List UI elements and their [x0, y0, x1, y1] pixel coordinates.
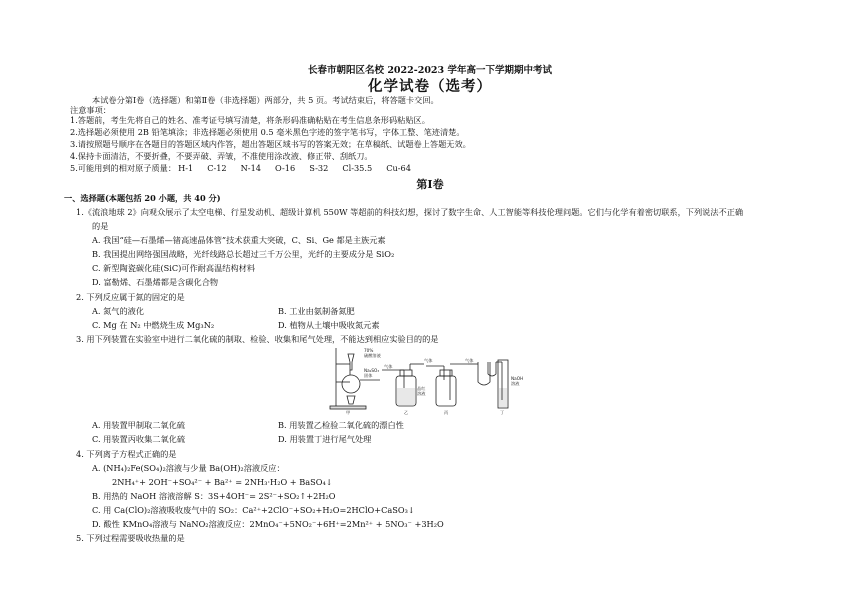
q1-option-c: C. 新型陶瓷碳化硅(SiC)可作耐高温结构材料 — [92, 263, 256, 273]
q2-option-d: D. 植物从土壤中吸收氮元素 — [278, 320, 380, 330]
intro-text: 本试卷分第Ⅰ卷（选择题）和第Ⅱ卷（非选择题）两部分，共 5 页。考试结束后，将答题卡交回。 — [92, 95, 439, 105]
mass-item: N-14 — [240, 163, 261, 173]
label-bing: 丙 — [444, 410, 449, 415]
label-ding: 丁 — [500, 410, 505, 415]
q3-stem: 3. 用下列装置在实验室中进行二氧化硫的制取、检验、收集和尾气处理，不能达到相应实验目的的是 — [76, 334, 439, 344]
acid-label — [364, 348, 382, 359]
q1-stem: 1.《流浪地球 2》向观众展示了太空电梯、行星发动机、超级计算机 550W 等超前的科技幻想，探讨了数字生命、人工智能等科技伦理问题。它们与化学有着密切联系，下列说法不正确 — [76, 207, 744, 217]
note-item: 1.答题前，考生先将自己的姓名、准考证号填写清楚，将条形码准确粘贴在考生信息条形码粘贴区。 — [70, 115, 430, 125]
acid-label-line: 硫酸溶液 — [364, 353, 381, 358]
school-line: 长春市朝阳区名校 2022-2023 学年高一下学期期中考试 — [308, 65, 552, 76]
mass-item: H-1 — [178, 163, 194, 173]
gas-in-label-3 — [465, 357, 474, 364]
salt-label-line: 固体 — [364, 373, 373, 378]
q3-option-b: B. 用装置乙检验二氧化硫的漂白性 — [278, 420, 404, 430]
note-item: 2.选择题必须使用 2B 铅笔填涂；非选择题必须使用 0.5 毫米黑色字迹的签字笔书写，字体工整、笔迹清楚。 — [70, 127, 465, 137]
q2-option-b: B. 工业由氨制备氮肥 — [278, 306, 355, 316]
red-solution-label-line: 品红 — [417, 386, 426, 391]
q2-option-c: C. Mg 在 N₂ 中燃烧生成 Mg₃N₂ — [92, 320, 215, 330]
q4-option-a-equation: 2NH₄⁺+ 2OH⁻+SO₄²⁻ + Ba²⁺ = 2NH₃·H₂O + BaSO₄↓ — [112, 477, 333, 487]
apparatus-figure — [328, 344, 528, 416]
naoh-label — [511, 376, 523, 387]
mass-item: Cl-35.5 — [342, 163, 373, 173]
gas-in-label-1 — [384, 363, 393, 370]
q1-option-d: D. 富勒烯、石墨烯都是含碳化合物 — [92, 277, 219, 287]
q1-option-b: B. 我国提出网络强国战略，光纤线路总长超过三千万公里，光纤的主要成分是 SiO₂ — [92, 249, 395, 259]
q4-option-a: A. (NH₄)₂Fe(SO₄)₂溶液与少量 Ba(OH)₂溶液反应： — [92, 463, 285, 473]
gas-in-label-3-line: 气体 — [465, 358, 474, 363]
mass-item: Cu-64 — [386, 163, 411, 173]
note-item: 4.保持卡面清洁，不要折叠，不要弄破、弄皱，不准使用涂改液、修正带、刮纸刀。 — [70, 151, 373, 161]
salt-label — [364, 368, 379, 379]
q4-option-d: D. 酸性 KMnO₄溶液与 NaNO₂溶液反应：2MnO₄⁻+5NO₂⁻+6H⁺=2Mn²⁺ + 5NO₃⁻ +3H₂O — [92, 519, 444, 529]
notes-title: 注意事项： — [70, 105, 111, 115]
q1-stem-cont: 的是 — [92, 221, 109, 231]
atomic-masses — [70, 163, 425, 173]
q3-option-c: C. 用装置丙收集二氧化硫 — [92, 434, 186, 444]
mass-item: C-12 — [207, 163, 227, 173]
q3-option-a: A. 用装置甲制取二氧化硫 — [92, 420, 185, 430]
part-title: 第Ⅰ卷 — [416, 178, 444, 191]
naoh-label-line: NaOH — [511, 376, 524, 381]
q4-option-c: C. 用 Ca(ClO)₂溶液吸收废气中的 SO₂：Ca²⁺+2ClO⁻+SO₂+H₂O=2HClO+CaSO₃↓ — [92, 505, 415, 515]
note-item: 3.请按照题号顺序在各题目的答题区域内作答，超出答题区域书写的答案无效；在草稿纸、试题卷上答题无效。 — [70, 139, 471, 149]
q2-option-a: A. 氮气的液化 — [92, 306, 145, 316]
q2-stem: 2. 下列反应属于氮的固定的是 — [76, 292, 185, 302]
q3-option-d: D. 用装置丁进行尾气处理 — [278, 434, 372, 444]
acid-label-line: 70% — [364, 348, 374, 353]
gas-in-label-2 — [424, 357, 433, 364]
mass-item: O-16 — [275, 163, 296, 173]
masses-label: 5.可能用到的相对原子质量： — [70, 163, 177, 173]
naoh-label-line: 溶液 — [511, 381, 520, 386]
salt-label-line: Na₂SO₃ — [364, 368, 380, 373]
q4-option-b: B. 用热的 NaOH 溶液溶解 S：3S+4OH⁻= 2S²⁻+SO₂↑+2H₂O — [92, 491, 336, 501]
mass-item: S-32 — [309, 163, 329, 173]
gas-in-label-2-line: 气体 — [424, 358, 433, 363]
red-solution-label-line: 溶液 — [417, 391, 426, 396]
page-title: 化学试卷（选考） — [368, 78, 492, 95]
q5-stem: 5. 下列过程需要吸收热量的是 — [76, 533, 185, 543]
q1-option-a: A. 我国“硅—石墨烯—锗高速晶体管”技术获重大突破，C、Si、Ge 都是主族元素 — [92, 235, 386, 245]
section-title: 一、选择题(本题包括 20 小题，共 40 分) — [64, 193, 221, 203]
q4-stem: 4. 下列离子方程式正确的是 — [76, 449, 177, 459]
red-solution-label — [417, 385, 426, 397]
label-jia: 甲 — [346, 410, 351, 415]
gas-in-label-1-line: 气体 — [384, 364, 393, 369]
label-yi: 乙 — [404, 410, 409, 415]
